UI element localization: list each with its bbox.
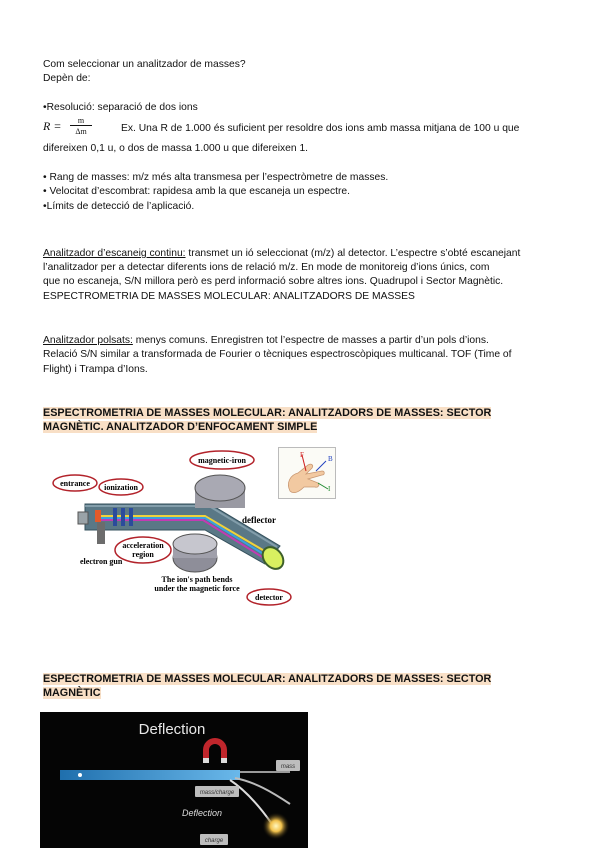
continuous-line1 xyxy=(43,247,520,260)
deflection-small-label: Deflection xyxy=(182,808,223,818)
ionization-heater xyxy=(95,510,101,522)
pulsed-line1-rest: menys comuns. Enregistren tot l’espectre de masses a partir d’un pols d’ions. xyxy=(132,335,489,346)
continuous-line3: que no escaneja, S/N millora però es perd informació sobre altres ions. Quadrupol i Sector Magnètic. xyxy=(43,276,504,287)
electron-gun-label: electron gun xyxy=(80,557,123,566)
resolution-example-line1: Ex. Una R de 1.000 és suficient per resoldre dos ions amb massa mitjana de 100 u que xyxy=(121,123,520,134)
current-label: I xyxy=(328,485,331,493)
criterion-resolution: •Resolució: separació de dos ions xyxy=(43,102,198,113)
pulsed-term: Analitzador polsats: xyxy=(43,335,133,346)
entrance-cap xyxy=(78,512,88,524)
mass-charge-label: mass/charge xyxy=(199,790,235,796)
continuous-line1-rest: transmet un ió seleccionat (m/z) al detector. L’espectre s’obté escanejant xyxy=(185,248,521,259)
formula-denominator: Δm xyxy=(75,127,87,136)
ionization-label: ionization xyxy=(104,483,138,492)
acceleration-label-2: region xyxy=(132,550,154,559)
section2-heading-line1: ESPECTROMETRIA DE MASSES MOLECULAR: ANALITZADORS DE MASSES: SECTOR xyxy=(43,673,492,685)
formula-numerator: m xyxy=(70,116,92,126)
ion-path-label-1: The ion's path bends xyxy=(161,575,233,584)
formula-lhs: R = xyxy=(43,119,62,133)
deflection-diagram xyxy=(40,712,308,848)
force-label: F xyxy=(300,451,304,459)
acceleration-label-1: acceleration xyxy=(122,541,164,550)
charge-label: charge xyxy=(204,838,224,844)
pulsed-line1 xyxy=(43,334,489,347)
criterion-limits: •Límits de detecció de l’aplicació. xyxy=(43,201,195,212)
continuous-term: Analitzador d’escaneig continu: xyxy=(43,248,186,259)
ion-path-label-2: under the magnetic force xyxy=(154,584,240,593)
section1-heading-line1: ESPECTROMETRIA DE MASSES MOLECULAR: ANALITZADORS DE MASSES: SECTOR xyxy=(43,407,492,419)
electron-gun xyxy=(97,522,105,544)
detector-label: detector xyxy=(255,593,283,602)
entrance-label: entrance xyxy=(60,479,90,488)
continuous-line2: l’analitzador per a detectar diferents ions de relació m/z. En mode de monitoreig d’ions únics, com xyxy=(43,262,490,273)
section2-heading-line2: MAGNÈTIC xyxy=(43,687,101,699)
pulsed-line3: Flight) i Trampa d’Ions. xyxy=(43,364,148,375)
deflector-label: deflector xyxy=(242,515,276,525)
continuous-line4: ESPECTROMETRIA DE MASSES MOLECULAR: ANALITZADORS DE MASSES xyxy=(43,291,415,302)
right-hand-rule-inset xyxy=(278,447,336,499)
field-label: B xyxy=(328,455,333,463)
intro-title: Com seleccionar un analitzador de masses? xyxy=(43,59,246,70)
section1-heading-line2: MAGNÈTIC. ANALITZADOR D’ENFOCAMENT SIMPLE xyxy=(43,421,318,433)
mass-label: mass xyxy=(280,764,296,770)
detector-flash xyxy=(262,812,290,840)
magnetic-iron-label: magnetic-iron xyxy=(198,456,246,465)
intro-depends: Depèn de: xyxy=(43,73,91,84)
resolution-example-line2: difereixen 0,1 u, o dos de massa 1.000 u que difereixen 1. xyxy=(43,143,309,154)
pulsed-line2: Relació S/N similar a transformada de Fourier o tècniques espectroscòpiques multicanal. TOF (Time of xyxy=(43,349,512,360)
criterion-speed: • Velocitat d’escombrat: rapidesa amb la que escaneja un espectre. xyxy=(43,186,350,197)
criterion-range: • Rang de masses: m/z més alta transmesa per l’espectròmetre de masses. xyxy=(43,172,389,183)
deflection-title: Deflection xyxy=(138,721,206,738)
ion-beam xyxy=(60,770,240,780)
